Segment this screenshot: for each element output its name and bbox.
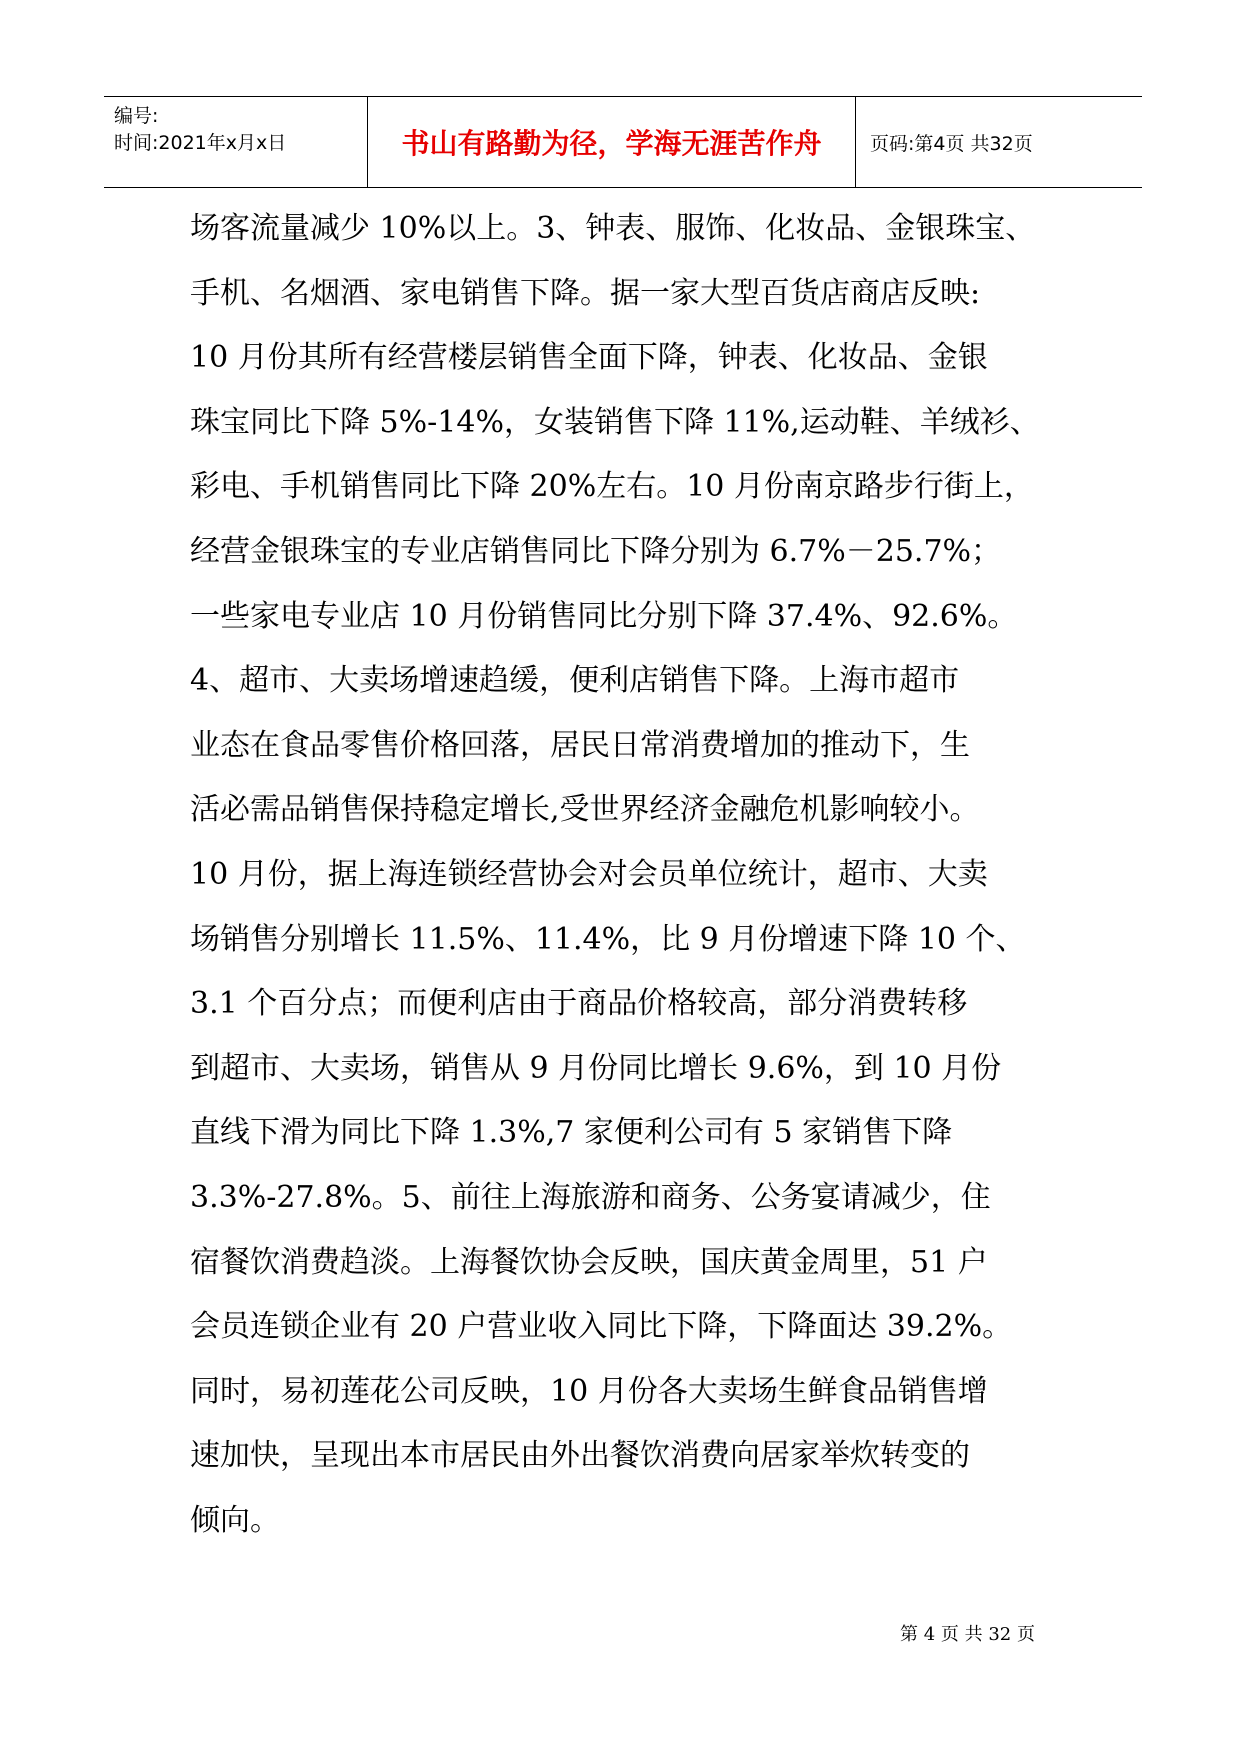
header-motto-cell — [368, 97, 856, 187]
body-line: 10 月份，据上海连锁经营协会对会员单位统计，超市、大卖 — [190, 856, 988, 892]
body-line: 场销售分别增长 11.5%、11.4%，比 9 月份增速下降 10 个、 — [190, 921, 1026, 957]
header-page-cell — [856, 97, 1142, 187]
body-line: 一些家电专业店 10 月份销售同比分别下降 37.4%、92.6%。 — [190, 598, 1018, 634]
document-number-label: 编号: — [114, 105, 159, 127]
page-footer — [900, 1620, 1035, 1646]
body-line: 3.3%-27.8%。5、前往上海旅游和商务、公务宴请减少，住 — [190, 1179, 991, 1215]
footer-page-number: 第 4 页 共 32 页 — [900, 1624, 1035, 1645]
header-page-code: 页码:第4页 共32页 — [870, 132, 1033, 155]
header-meta-cell — [104, 97, 368, 187]
body-line: 场客流量减少 10%以上。3、钟表、服饰、化妆品、金银珠宝、 — [190, 211, 1036, 246]
body-line: 珠宝同比下降 5%-14%，女装销售下降 11%,运动鞋、羊绒衫、 — [190, 404, 1040, 440]
body-line: 4、超市、大卖场增速趋缓，便利店销售下降。上海市超市 — [190, 663, 960, 699]
body-line: 到超市、大卖场，销售从 9 月份同比增长 9.6%，到 10 月份 — [190, 1050, 1002, 1086]
body-line: 速加快，呈现出本市居民由外出餐饮消费向居家举炊转变的 — [190, 1438, 970, 1474]
document-time-label: 时间:2021年x月x日 — [114, 132, 287, 154]
body-line: 倾向。 — [190, 1502, 280, 1538]
body-text — [190, 197, 1090, 1553]
body-line: 经营金银珠宝的专业店销售同比下降分别为 6.7%－25.7%； — [190, 533, 1002, 569]
body-line: 活必需品销售保持稳定增长,受世界经济金融危机影响较小。 — [190, 792, 980, 828]
body-line: 手机、名烟酒、家电销售下降。据一家大型百货店商店反映: — [190, 275, 981, 311]
body-line: 10 月份其所有经营楼层销售全面下降，钟表、化妆品、金银 — [190, 340, 988, 376]
body-line: 业态在食品零售价格回落，居民日常消费增加的推动下，生 — [190, 727, 970, 763]
body-line: 同时，易初莲花公司反映，10 月份各大卖场生鲜食品销售增 — [190, 1373, 988, 1409]
header-motto: 书山有路勤为径，学海无涯苦作舟 — [401, 127, 822, 160]
body-line: 会员连锁企业有 20 户营业收入同比下降，下降面达 39.2%。 — [190, 1309, 1013, 1345]
body-line: 直线下滑为同比下降 1.3%,7 家便利公司有 5 家销售下降 — [190, 1115, 953, 1151]
body-line: 彩电、手机销售同比下降 20%左右。10 月份南京路步行街上， — [190, 469, 1034, 505]
body-line: 宿餐饮消费趋淡。上海餐饮协会反映，国庆黄金周里，51 户 — [190, 1244, 988, 1280]
page-header — [104, 96, 1142, 188]
body-line: 3.1 个百分点；而便利店由于商品价格较高，部分消费转移 — [190, 986, 968, 1022]
